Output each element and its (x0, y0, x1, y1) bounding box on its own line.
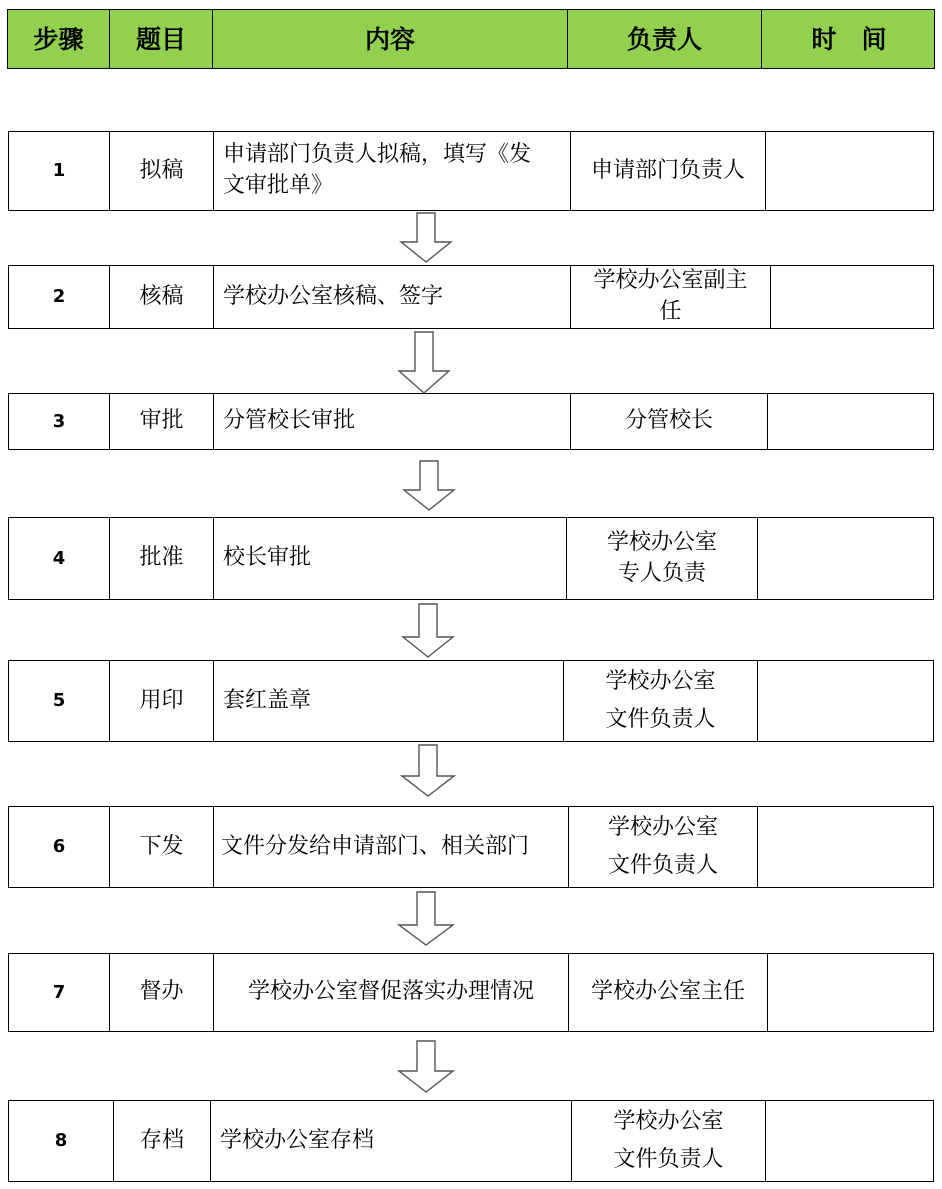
owner-line: 学校办公室副主 (593, 268, 748, 294)
down-arrow-icon (397, 331, 451, 395)
step-owner (568, 954, 767, 1031)
content-line: 学校办公室督促落实办理情况 (247, 979, 534, 1005)
owner-line: 分管校长 (624, 408, 713, 434)
step-content (213, 266, 570, 328)
step-row (8, 1100, 934, 1182)
step-time (757, 518, 935, 599)
step-title: 核稿 (109, 266, 213, 328)
down-arrow-icon (402, 460, 456, 512)
step-time (765, 132, 935, 210)
step-number: 5 (52, 690, 66, 712)
step-owner (571, 1101, 765, 1181)
down-arrow-icon (397, 1040, 455, 1094)
owner-line: 专人负责 (617, 560, 706, 586)
header-time: 时 间 (761, 10, 936, 68)
step-content (210, 1101, 571, 1181)
step-number: 8 (54, 1130, 68, 1152)
content-line: 套红盖章 (223, 687, 312, 713)
content-line: 分管校长审批 (223, 408, 356, 434)
step-number: 2 (52, 286, 66, 308)
owner-line: 文件负责人 (607, 853, 718, 878)
down-arrow-icon (397, 891, 455, 947)
owner-line: 学校办公室主任 (590, 979, 745, 1005)
step-title: 用印 (109, 661, 213, 741)
step-owner (566, 518, 757, 599)
step-time (757, 661, 935, 741)
step-owner (563, 661, 757, 741)
header-content: 内容 (212, 10, 567, 68)
step-owner (570, 266, 770, 328)
header-step: 步骤 (33, 24, 84, 54)
step-number: 3 (52, 410, 66, 432)
step-content (213, 394, 570, 449)
step-time (765, 1101, 935, 1181)
step-row (8, 131, 934, 211)
owner-line: 学校办公室 (605, 668, 716, 694)
owner-line: 文件负责人 (613, 1147, 724, 1172)
down-arrow-icon (399, 212, 453, 264)
step-number: 1 (52, 160, 66, 182)
step-number: 6 (52, 836, 66, 858)
step-time (770, 266, 935, 328)
step-row (8, 393, 934, 450)
step-owner (568, 807, 757, 887)
step-owner (570, 132, 765, 210)
step-time (767, 394, 935, 449)
step-time (767, 954, 935, 1031)
step-content (213, 661, 563, 741)
down-arrow-icon (400, 744, 456, 798)
step-row (8, 660, 934, 742)
content-line: 文件分发给申请部门、相关部门 (221, 833, 530, 859)
step-owner (570, 394, 767, 449)
step-row (8, 953, 934, 1032)
owner-line: 任 (659, 299, 682, 324)
step-title: 审批 (109, 394, 213, 449)
step-title: 存档 (113, 1101, 210, 1181)
step-title: 督办 (109, 954, 213, 1031)
step-content (213, 954, 568, 1031)
content-line: 学校办公室核稿、签字 (223, 283, 444, 309)
step-number: 7 (52, 981, 66, 1003)
content-line: 文审批单》 (223, 173, 334, 198)
header-row (7, 9, 935, 69)
owner-line: 文件负责人 (605, 707, 716, 732)
step-row (8, 806, 934, 888)
down-arrow-icon (401, 603, 455, 659)
owner-line: 学校办公室 (607, 814, 718, 840)
content-line: 学校办公室存档 (220, 1127, 375, 1153)
header-topic: 题目 (109, 10, 212, 68)
owner-line: 学校办公室 (613, 1108, 724, 1134)
step-content (213, 807, 568, 887)
step-title: 批准 (109, 518, 213, 599)
step-number: 4 (52, 547, 66, 569)
owner-line: 申请部门负责人 (590, 157, 745, 183)
step-content (213, 518, 566, 599)
step-content (213, 132, 570, 210)
header-owner: 负责人 (567, 10, 761, 68)
step-title: 下发 (109, 807, 213, 887)
content-line: 申请部门负责人拟稿，填写《发 (223, 142, 532, 168)
content-line: 校长审批 (223, 545, 312, 571)
step-row (8, 517, 934, 600)
owner-line: 学校办公室 (606, 529, 717, 555)
step-time (757, 807, 935, 887)
step-row (8, 265, 934, 329)
step-title: 拟稿 (109, 132, 213, 210)
